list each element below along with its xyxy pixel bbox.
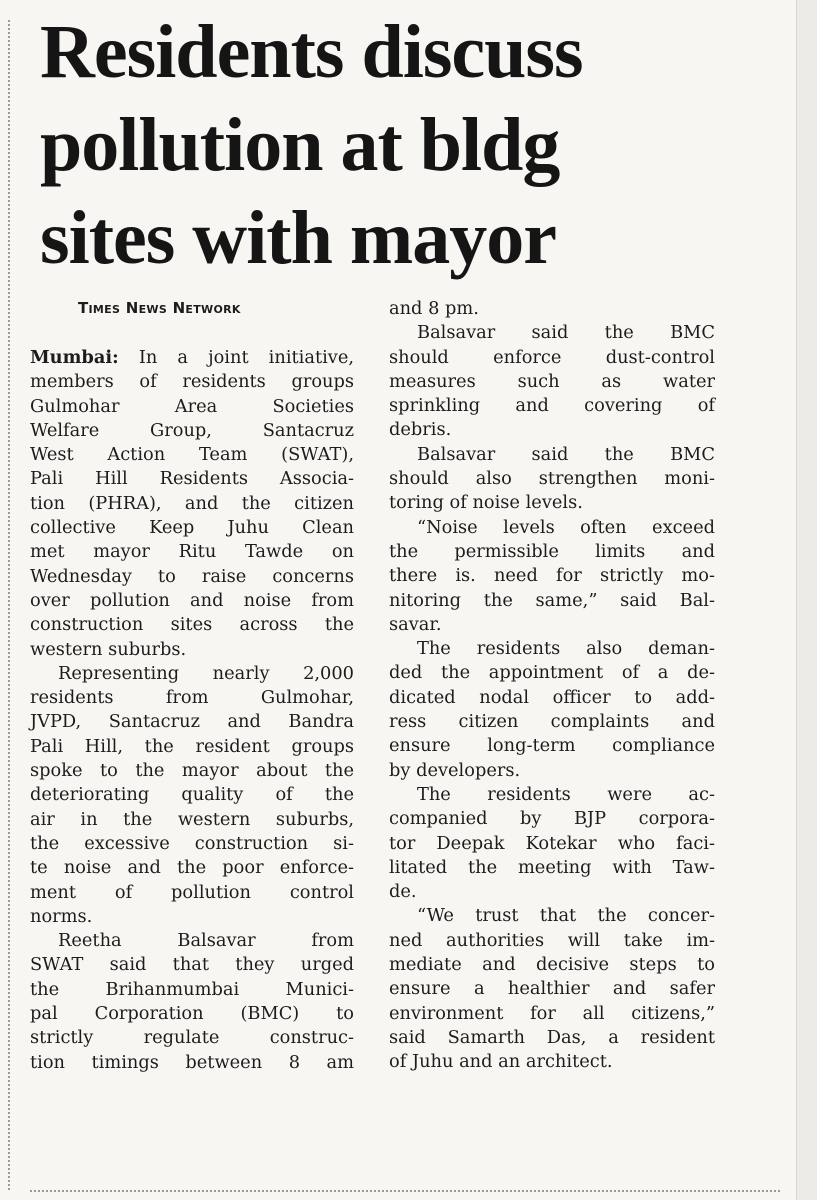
text-line: de. xyxy=(389,881,417,903)
text-line: collective Keep Juhu Clean xyxy=(30,517,354,539)
text-line: construction sites across the xyxy=(30,614,354,636)
text-line: mediate and decisive steps to xyxy=(389,954,715,976)
text-line: sprinkling and covering of xyxy=(389,395,715,417)
text-line: Wednesday to raise concerns xyxy=(30,565,354,587)
article-column-right xyxy=(389,297,715,1075)
cut-line-left xyxy=(8,20,10,1190)
text-line: litated the meeting with Taw- xyxy=(389,856,715,878)
text-line: over pollution and noise from xyxy=(30,589,354,611)
headline-line: sites with mayor xyxy=(40,196,556,280)
text-line: air in the western suburbs, xyxy=(30,808,354,830)
text-line: tion timings between 8 am xyxy=(30,1051,354,1073)
text-line: The residents were ac- xyxy=(417,783,715,805)
text-line: Mumbai: In a joint initiative, xyxy=(30,347,354,368)
text-line: strictly regulate construc- xyxy=(30,1027,354,1049)
text-line: deteriorating quality of the xyxy=(30,784,354,806)
text-line: “We trust that the concer- xyxy=(417,905,715,927)
text-line: savar. xyxy=(389,613,442,635)
text-line: ensure a healthier and safer xyxy=(389,978,715,1000)
headline-line: Residents discuss xyxy=(40,10,583,94)
text-line: by developers. xyxy=(389,759,521,781)
text-line: ned authorities will take im- xyxy=(389,929,715,951)
text-line: Balsavar said the BMC xyxy=(417,443,715,465)
text-line: of Juhu and an architect. xyxy=(389,1051,613,1073)
text-line: tor Deepak Kotekar who faci- xyxy=(389,832,715,854)
text-line: Reetha Balsavar from xyxy=(58,930,354,952)
headline-line: pollution at bldg xyxy=(40,103,560,187)
text-line: ment of pollution control xyxy=(30,881,354,903)
text-line: norms. xyxy=(30,905,93,927)
text-line: met mayor Ritu Tawde on xyxy=(30,541,354,563)
byline: Times News Network xyxy=(78,299,241,317)
text-line: Pali Hill, the resident groups xyxy=(30,735,354,757)
text-line: should enforce dust-control xyxy=(389,346,715,368)
cut-line-bottom xyxy=(30,1190,780,1192)
text-line: SWAT said that they urged xyxy=(30,954,354,976)
text-line: JVPD, Santacruz and Bandra xyxy=(30,711,354,733)
text-line: environment for all citizens,” xyxy=(389,1002,715,1024)
text-line: debris. xyxy=(389,419,452,441)
text-line: residents from Gulmohar, xyxy=(30,687,354,709)
text-line: Balsavar said the BMC xyxy=(417,322,715,344)
text-line: the Brihanmumbai Munici- xyxy=(30,978,354,1000)
article-column-left xyxy=(30,346,354,1075)
text-line: West Action Team (SWAT), xyxy=(30,444,354,466)
text-line: te noise and the poor enforce- xyxy=(30,857,354,879)
text-line: Pali Hill Residents Associa- xyxy=(30,468,354,490)
text-line: western suburbs. xyxy=(30,638,187,660)
text-line: spoke to the mayor about the xyxy=(30,760,354,782)
text-line: said Samarth Das, a resident xyxy=(389,1026,715,1048)
text-line: dicated nodal officer to add- xyxy=(389,686,715,708)
page-edge-strip xyxy=(796,0,817,1200)
text-line: pal Corporation (BMC) to xyxy=(30,1003,354,1025)
text-line: Welfare Group, Santacruz xyxy=(30,419,354,441)
text-line: Representing nearly 2,000 xyxy=(58,662,354,684)
text-line: ded the appointment of a de- xyxy=(389,662,715,684)
text-line: and 8 pm. xyxy=(389,298,479,319)
text-line: nitoring the same,” said Bal- xyxy=(389,589,715,611)
text-line: ensure long-term compliance xyxy=(389,735,715,757)
text-line: the excessive construction si- xyxy=(30,832,354,854)
text-line: Gulmohar Area Societies xyxy=(30,395,354,417)
text-line: tion (PHRA), and the citizen xyxy=(30,492,354,514)
text-line: toring of noise levels. xyxy=(389,492,583,514)
text-line: measures such as water xyxy=(389,370,715,392)
headline xyxy=(40,6,760,285)
dateline: Mumbai: xyxy=(30,347,119,368)
text-line: members of residents groups xyxy=(30,371,354,393)
text-line: should also strengthen moni- xyxy=(389,468,715,490)
text-line: The residents also deman- xyxy=(417,638,715,660)
text-line: “Noise levels often exceed xyxy=(417,516,715,538)
text-line: companied by BJP corpora- xyxy=(389,808,715,830)
text-line: the permissible limits and xyxy=(389,540,715,562)
text-line: there is. need for strictly mo- xyxy=(389,565,715,587)
text-line: ress citizen complaints and xyxy=(389,711,715,733)
